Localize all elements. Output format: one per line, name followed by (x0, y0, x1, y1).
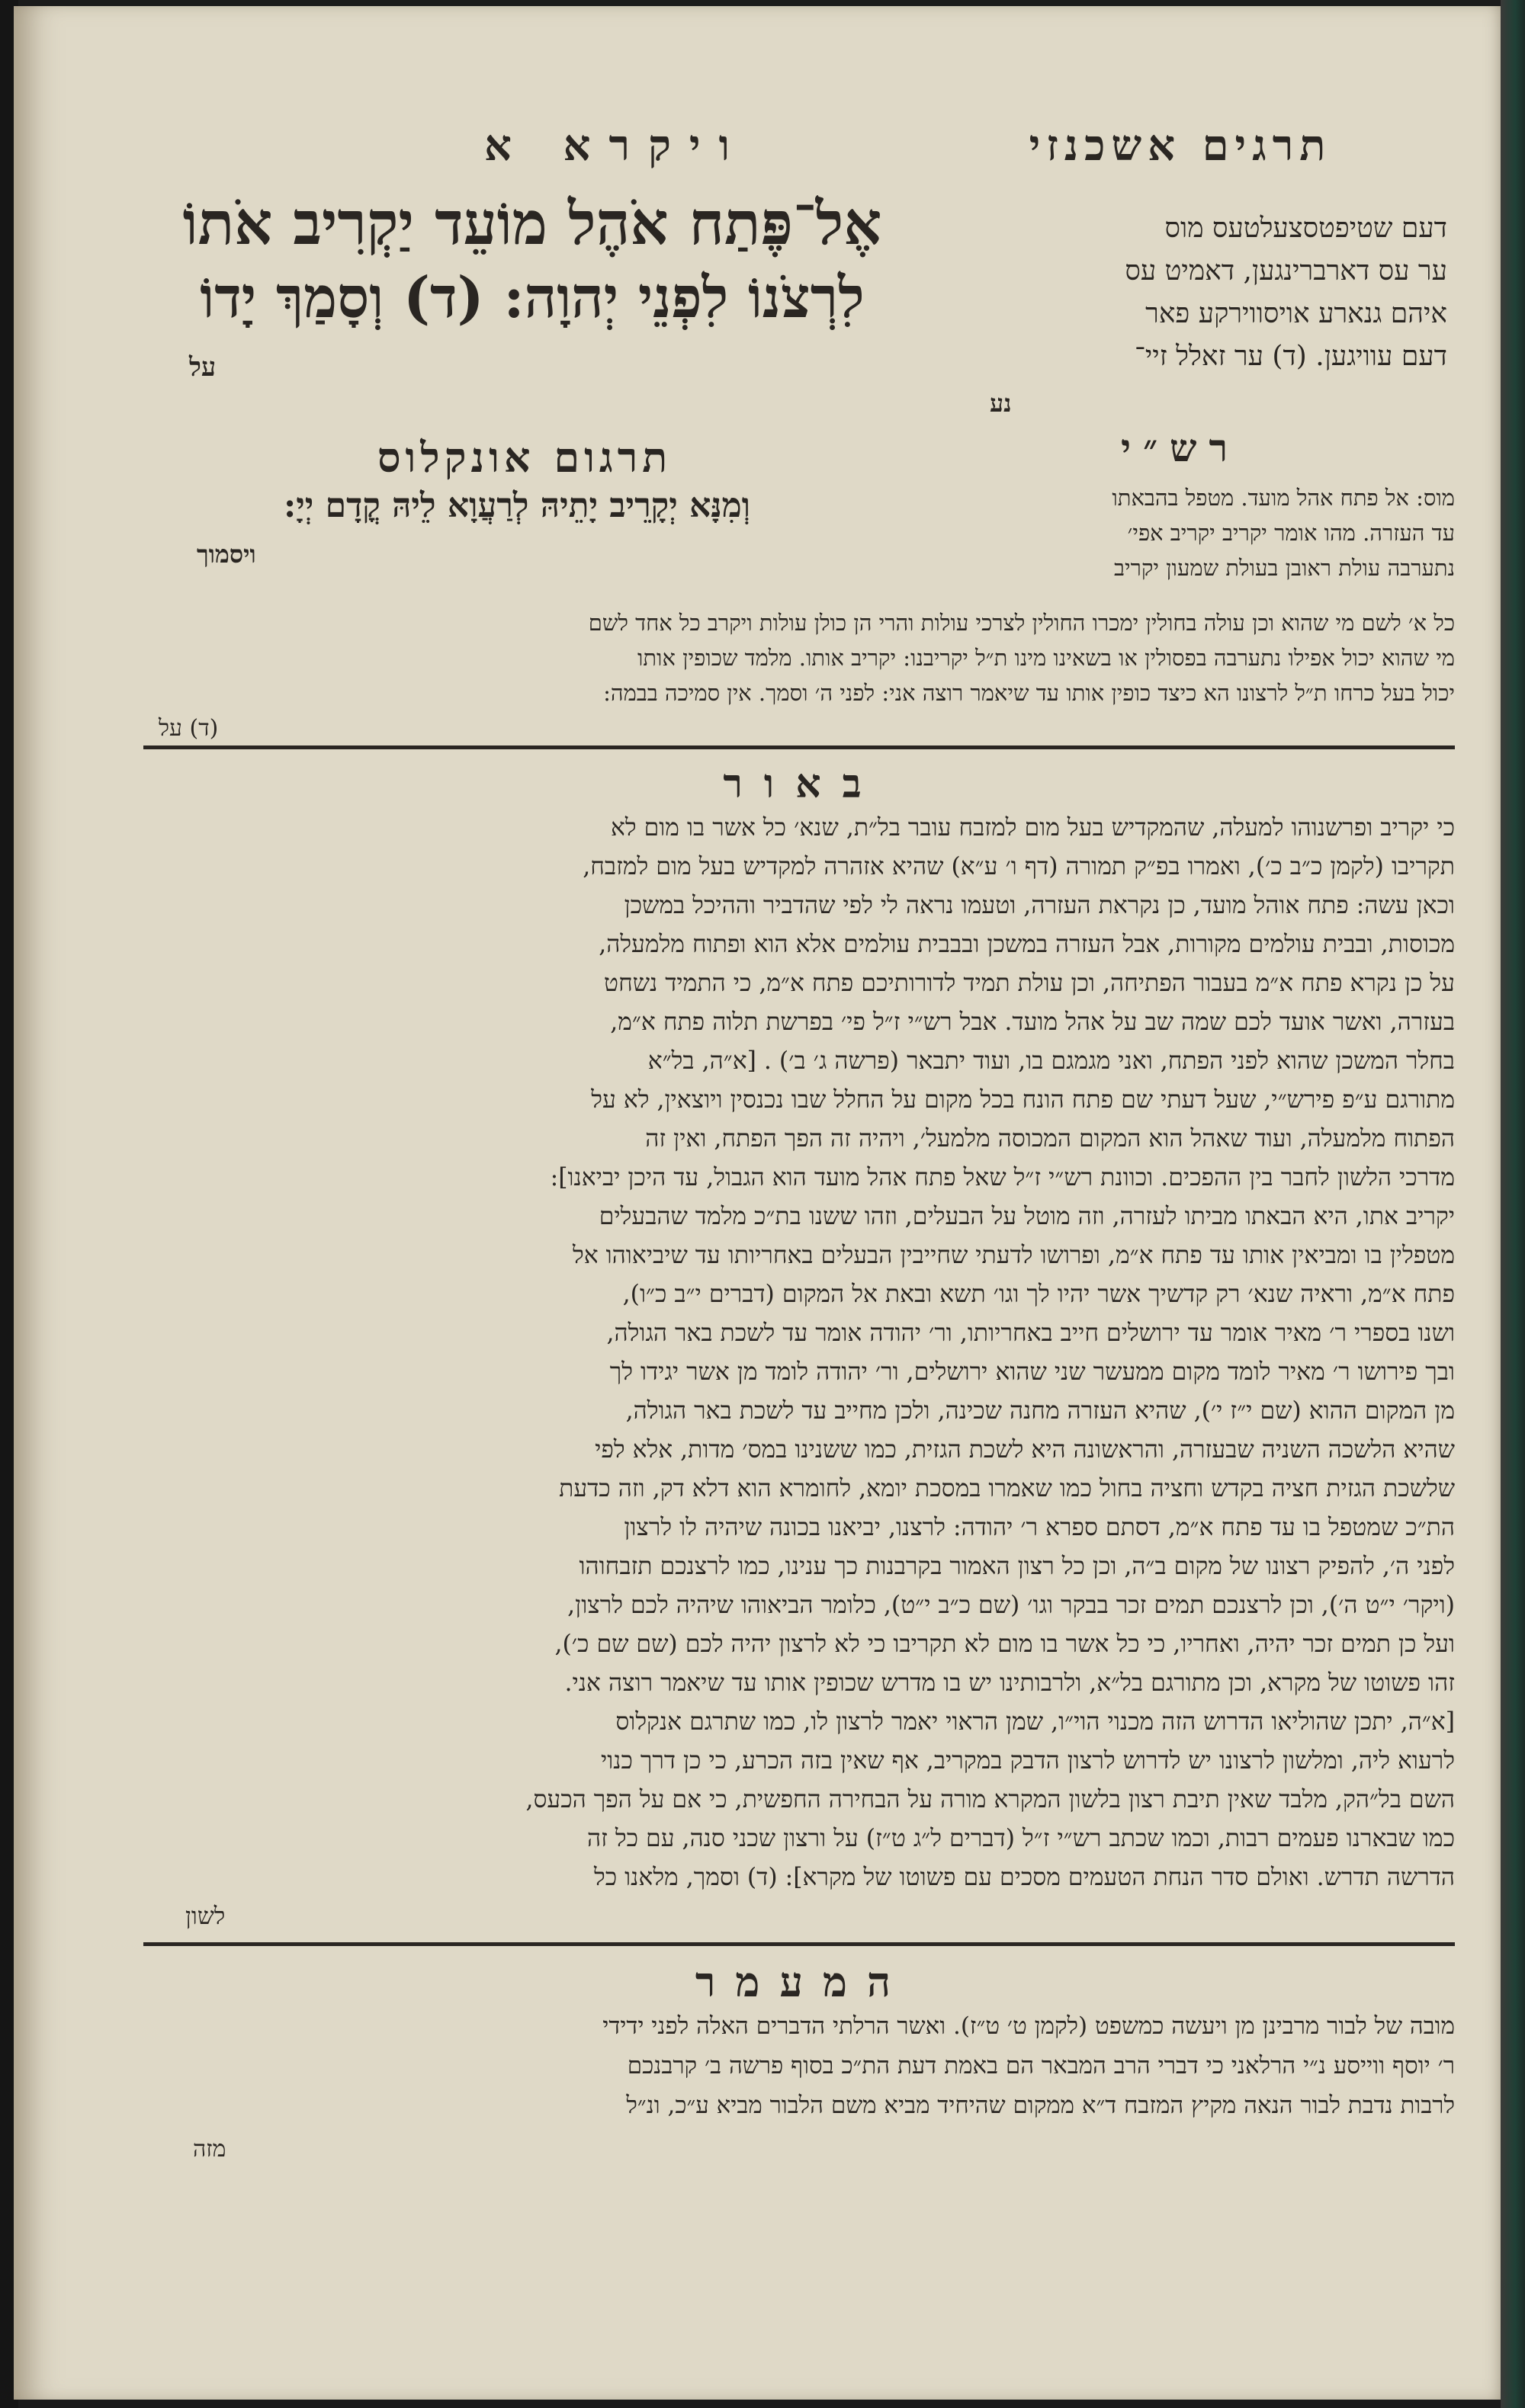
rashi-line: כל א׳ לשם מי שהוא וכן עולה בחולין ימכרו החולין לצרכי עולות והרי הן כולן עולות ויקרב כל אחד לשם (588, 610, 1455, 636)
rashi-heading: רש״י (1120, 425, 1241, 470)
biur-line: מן המקום ההוא (שם י״ז י׳), שהיא העזרה מחנה שכינה, ולכן מחייב עד לשכת באר הגולה, (625, 1397, 1455, 1425)
biur-heading: באור (723, 761, 883, 807)
rashi-line: עד העזרה. מהו אומר יקריב יקריב אפי׳ (1127, 520, 1455, 546)
biur-line: יקריב אתו, היא הבאתו מביתו לעזרה, וזה מוטל על הבעלים, וזהו ששנו בת״כ מלמד שהבעלים (599, 1203, 1455, 1230)
book-page (14, 6, 1502, 2400)
biur-body (147, 814, 1455, 1935)
biur-line: כמו שבארנו פעמים רבות, וכמו שכתב רש״י ז״ל (דברים ל״ג ט״ז) על ורצון שכני סנה, עם כל זה (587, 1825, 1455, 1852)
book-title: ויקרא א (484, 120, 748, 171)
onkelos-catchword: ויסמוך (197, 540, 256, 569)
biur-line: לפני ה׳, להפיק רצונו של מקום ב״ה, וכן כל רצון האמור בקרבנות כך ענינו, כמו לרצנכם תזבחוהו (579, 1553, 1455, 1580)
yiddish-line: דעם שטיפטסצעלטעס מוס (1164, 213, 1447, 244)
biur-line: פתח א״מ, וראיה שנא׳ רק קדשיך אשר יהיו לך וגו׳ תשא ובאת אל המקום (דברים י״ב כ״ו), (622, 1281, 1455, 1308)
biur-line: מכוסות, ובבית עולמים מקורות, אבל העזרה במשכן ובבבית עולמים אלא הוא ופתוח מלמעלה, (599, 931, 1455, 958)
biur-line: בחלר המשכן שהוא לפני הפתח, ואני מגמגם בו, ועוד יתבאר (פרשה ג׳ ב׳) . [א״ה, בל״א (647, 1047, 1455, 1075)
hameassef-heading: המעמר (695, 1958, 911, 2006)
verse-catchword: על (189, 352, 217, 383)
biur-line: מתורגם ע״פ פירש״י, שעל דעתי שם פתח הונח בכל מקום על החלל שבו נכנסין ויוצאין, לא על (591, 1086, 1455, 1114)
verse-text (174, 189, 891, 387)
yiddish-line: ער עס דארברינגען, דאמיט עס (1125, 255, 1447, 287)
rashi-line: מי שהוא יכול אפילו נתערבה בפסולין או בשאינו מינו ת״ל יקריבנו: יקריב אותו. מלמד שכופין אותו (637, 645, 1455, 671)
biur-line: הדרשה תדרש. ואולם סדר הנחת הטעמים מסכים עם פשוטו של מקרא]: (ד) וסמך, מלאנו כל (593, 1864, 1455, 1891)
yiddish-line: איהם גנארע אויסווירקע פאר (1145, 298, 1447, 329)
rashi-column (891, 485, 1455, 607)
yiddish-catchword: נע (990, 389, 1012, 418)
hameassef-line: לרבות נדבת לבור הנאה מקיץ המזבח ד״א ממקום שהיחיד מביא משם הלבור מביא ע״כ, ונ״ל (626, 2092, 1455, 2119)
biur-line: על כן נקרא פתח א״מ בעבור הפתיחה, וכן עולת תמיד לדורותיכם פתח א״מ, כי התמיד נשחט (604, 970, 1455, 997)
biur-line: לרעוא ליה, ומלשון לרצונו יש לדרוש לרצון הדבק במקריב, אף שאין בזה הכרע, כי כן דרך כנוי (600, 1747, 1455, 1775)
biur-line: וכאן עשה: פתח אוהל מועד, כן נקראת העזרה, וטעמו נראה לי לפי שהדביר וההיכל במשכן (624, 892, 1455, 919)
rashi-line: נתערבה עולת ראובן בעולת שמעון יקריב (1114, 555, 1455, 581)
yiddish-column (898, 212, 1447, 425)
divider (143, 745, 1455, 749)
biur-line: שהיא הלשכה השניה שבעזרה, והראשונה היא לשכת הגזית, כמו ששנינו במס׳ מדות, אלא לפי (595, 1436, 1455, 1464)
onkelos-heading: תרגום אונקלוס (377, 433, 673, 482)
verse-line: לִרְצֹנוֹ לִפְנֵי יְהוָה: (ד) וְסָמַךְ יָדוֹ (200, 265, 865, 331)
verse-line: אֶל־פֶּתַח אֹהֶל מוֹעֵד יַקְרִיב אֹתוֹ (182, 189, 882, 258)
biur-line: כי יקריב ופרשנוהו למעלה, שהמקדיש בעל מום למזבח עובר בל״ת, שנא׳ כל אשר בו מום לא (610, 814, 1455, 842)
biur-line: ועל כן תמים זכר יהיה, ואחריו, כי כל אשר בו מום לא תקריבו כי לא לרצון יהיה לכם (שם שם כ׳), (554, 1630, 1455, 1658)
hameassef-catchword: מזה (193, 2136, 226, 2163)
hameassef-line: מובה של לבור מרבינן מן ויעשה כמשפט (לקמן ט׳ ט״ז). ואשר הרלתי הדברים האלה לפני ידידי (602, 2012, 1455, 2040)
onkelos-text (166, 486, 868, 578)
rashi-line: מוס: אל פתח אהל מועד. מטפל בהבאתו (1112, 485, 1455, 511)
biur-line: זהו פשוטו של מקרא, וכן מתורגם בל״א, ולרבותינו יש בו מדרש שכופין אותו עד שיאמר רוצה אני. (564, 1669, 1455, 1697)
yiddish-line: דעם עוויגען. (ד) ער זאלל זיי־ (1135, 341, 1447, 372)
biur-line: ושנו בספרי ר׳ מאיר אומר עד ירושלים חייב באחריותו, ור׳ יהודה אומר עד לשכת באר הגולה, (606, 1319, 1455, 1347)
translation-title: תרגים אשכנזי (1029, 120, 1332, 171)
book-binding-edge (1501, 0, 1525, 2408)
biur-line: מדרכי הלשון לחבר בין ההפכים. וכוונת רש״י ז״ל שאל פתח אהל מועד הוא הגבול, עד היכן יביאנו]: (550, 1164, 1455, 1191)
biur-line: בעזרה, ואשר אועד לכם שמה שב על אהל מועד. אבל רש״י ז״ל פי׳ בפרשת תלוה פתח א״מ, (610, 1008, 1455, 1036)
biur-line: הפתוח מלמעלה, ועוד שאהל הוא המקום המכוסה מלמעל׳, ויהיה זה הפך הפתח, ואין זה (645, 1125, 1455, 1153)
biur-line: תקריבו (לקמן כ״ב כ׳), ואמרו בפ״ק תמורה (דף ו׳ ע״א) שהיא אזהרה למקדיש בעל מום למזבח, (583, 853, 1455, 880)
hameassef-body (147, 2012, 1455, 2195)
divider (143, 1942, 1455, 1946)
hameassef-line: ר׳ יוסף ווייסע נ״י הרלאני כי דברי הרב המבאר הם באמת דעת הת״כ בסוף פרשה ב׳ קרבנכם (627, 2052, 1455, 2079)
rashi-line: יכול בעל כרחו ת״ל לרצונו הא כיצד כופין אותו עד שיאמר רוצה אני: לפני ה׳ וסמך. אין סמיכה בבמה: (603, 680, 1455, 706)
rashi-catchword: (ד) על (159, 715, 219, 742)
biur-line: ובך פירושו ר׳ מאיר לומד מקום ממעשר שני שהוא ירושלים, ור׳ יהודה לומד מן אשר יגידו לך (609, 1358, 1455, 1386)
biur-line: [א״ה, יתכן שהוליאו הדרוש הזה מכנוי הוי״ו, שמן הראוי יאמר לרצון לו, כמו שתרגם אנקלוס (615, 1708, 1455, 1736)
biur-line: שלשכת הגזית חציה בקדש וחציה בחול כמו שאמרו במסכת יומא, לחומרא הוא דלא דק, וזה כדעת (559, 1475, 1455, 1502)
biur-line: (ויקר׳ י״ט ה׳), וכן לרצנכם תמים זכר בבקר וגו׳ (שם כ״ב י״ט), כלומר הביאוהו שיהיה לכם לרצון, (567, 1592, 1455, 1619)
biur-line: הת״כ שמטפל בו עד פתח א״מ, דסתם ספרא ר׳ יהודה: לרצנו, יביאנו בכונה שיהיה לו לרצון (624, 1514, 1455, 1541)
rashi-full-width (151, 610, 1455, 747)
onkelos-line: וְמִנָּא יְקָרֵיב יָתֵיהּ לְרַעֲוָא לֵיהּ קֳדָם יְיָ: (284, 486, 750, 525)
biur-line: מטפלין בו ומביאין אותו עד פתח א״מ, ופרושו לדעתי שחייבין הבעלים באחריותו עד שיביאוהו אל (572, 1242, 1455, 1269)
biur-catchword: לשון (185, 1903, 226, 1930)
biur-line: השם בל״הק, מלבד שאין תיבת רצון בלשון המקרא מורה על הבחירה החפשית, כי אם על הפך הכעס, (525, 1786, 1455, 1813)
